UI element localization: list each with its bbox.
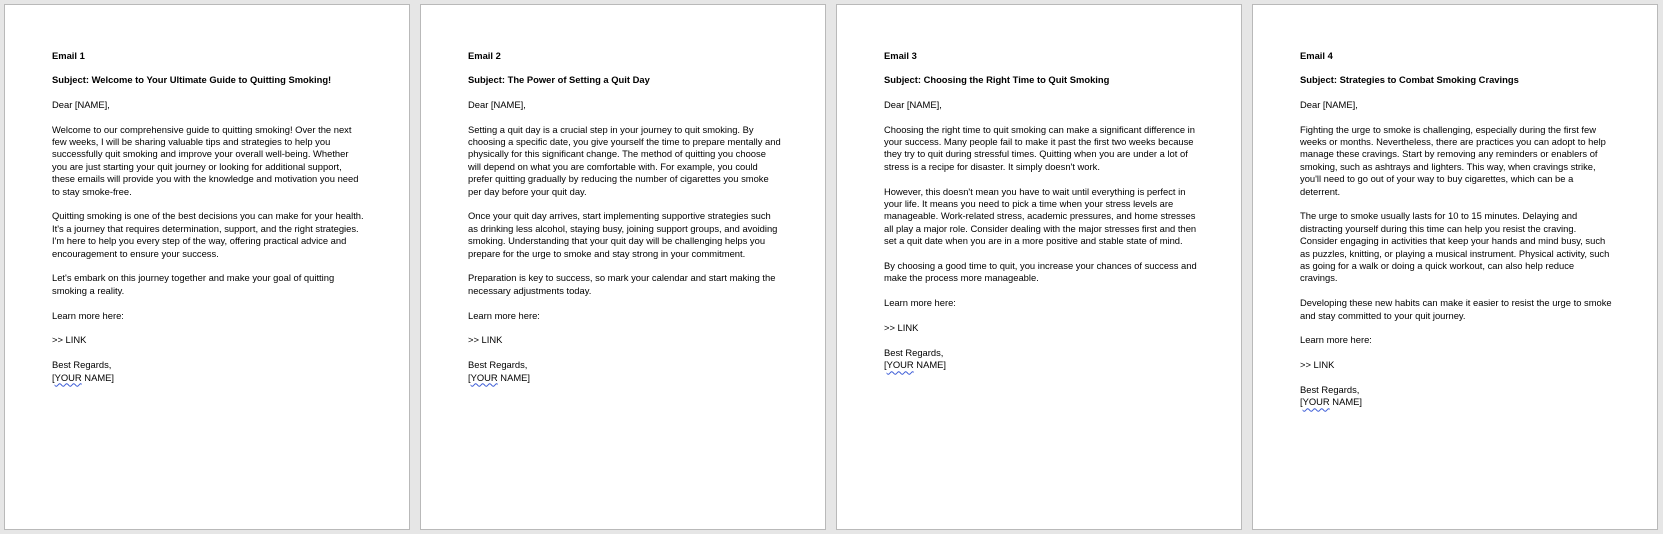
signature-bracket: [	[884, 359, 887, 371]
body-paragraph: The urge to smoke usually lasts for 10 to 15 minutes. Delaying and distracting yourself during this time can help you resist the craving. Consider engaging in activities that keep your hands and mind busy, such as puzzles, knitting, or playing a musical instrument. Physical activity, such as going for a walk or doing a quick workout, can also help reduce cravings.	[1300, 210, 1610, 284]
email-greeting: Dear [NAME],	[468, 98, 526, 110]
page-content	[52, 50, 373, 384]
email-subject: Subject: Welcome to Your Ultimate Guide to Quitting Smoking!	[52, 74, 332, 86]
body-paragraph: However, this doesn't mean you have to wait until everything is perfect in your life. It means you need to pick a time when your stress levels are manageable. Work-related stress, academic pressures, and home stresses all play a major role. Consider dealing with the major stresses first and then set a quit date when you are in a more positive and stable state of mind.	[884, 185, 1197, 247]
email-greeting: Dear [NAME],	[884, 98, 942, 110]
signature-rest: NAME]	[81, 371, 114, 383]
document-page-1	[4, 4, 410, 530]
signature-rest: NAME]	[1329, 396, 1362, 408]
link-placeholder: >> LINK	[884, 322, 919, 334]
email-greeting: Dear [NAME],	[52, 98, 110, 110]
spellcheck-word: YOUR	[470, 371, 498, 383]
learn-more-text: Learn more here:	[884, 297, 956, 309]
signature-rest: NAME]	[497, 371, 530, 383]
document-page-2	[420, 4, 826, 530]
signature-bracket: [	[468, 371, 471, 383]
email-greeting: Dear [NAME],	[1300, 98, 1358, 110]
email-subject: Subject: Strategies to Combat Smoking Cravings	[1300, 74, 1519, 86]
regards-line: Best Regards,	[1300, 384, 1360, 396]
link-placeholder: >> LINK	[52, 334, 87, 346]
signature-bracket: [	[1300, 396, 1303, 408]
link-placeholder: >> LINK	[468, 334, 503, 346]
body-paragraph: Welcome to our comprehensive guide to quitting smoking! Over the next few weeks, I will be sharing valuable tips and strategies to help you successfully quit smoking and improve your overall well-being. Whether you are just starting your quit journey or looking for additional support, these emails will provide you with the knowledge and motivation you need to stay smoke-free.	[52, 123, 359, 197]
spellcheck-word: YOUR	[1302, 396, 1330, 408]
body-paragraph: Developing these new habits can make it easier to resist the urge to smoke and stay committed to your quit journey.	[1300, 297, 1612, 321]
email-label: Email 1	[52, 50, 85, 61]
document-page-4	[1252, 4, 1658, 530]
email-label: Email 2	[468, 50, 501, 61]
page-content	[884, 50, 1205, 372]
email-subject: Subject: The Power of Setting a Quit Day	[468, 74, 650, 86]
spellcheck-word: YOUR	[886, 359, 914, 371]
page-content	[468, 50, 789, 384]
email-label: Email 4	[1300, 50, 1333, 61]
regards-line: Best Regards,	[468, 359, 528, 371]
body-paragraph: Quitting smoking is one of the best decisions you can make for your health. It's a journey that requires determination, support, and the right strategies. I'm here to help you every step of the way, offering practical advice and encouragement to ensure your success.	[52, 210, 364, 259]
signature-rest: NAME]	[913, 359, 946, 371]
learn-more-text: Learn more here:	[52, 309, 124, 321]
regards-line: Best Regards,	[52, 359, 112, 371]
body-paragraph: Let's embark on this journey together and make your goal of quitting smoking a reality.	[52, 272, 335, 296]
signature-line	[884, 359, 1205, 371]
learn-more-text: Learn more here:	[1300, 334, 1372, 346]
link-placeholder: >> LINK	[1300, 359, 1335, 371]
body-paragraph: By choosing a good time to quit, you increase your chances of success and make the process more manageable.	[884, 260, 1197, 284]
email-label: Email 3	[884, 50, 917, 61]
body-paragraph: Choosing the right time to quit smoking can make a significant difference in your success. Many people fail to make it past the first two weeks because they try to quit during stressful times. Quitting when you are under a lot of stress is a recipe for disaster. It simply doesn't work.	[884, 123, 1195, 172]
body-paragraph: Setting a quit day is a crucial step in your journey to quit smoking. By choosing a specific date, you give yourself the time to prepare mentally and physically for this significant change. The method of quitting you choose will depend on what you are comfortable with. For example, you could prefer quitting gradually by reducing the number of cigarettes you smoke per day before your quit day.	[468, 123, 781, 197]
page-content	[1300, 50, 1621, 409]
body-paragraph: Once your quit day arrives, start implementing supportive strategies such as drinking less alcohol, staying busy, joining support groups, and avoiding smoking. Understanding that your quit day will be challenging helps you prepare for the urge to smoke and stay strong in your commitment.	[468, 210, 778, 259]
signature-line	[52, 372, 373, 384]
document-page-3	[836, 4, 1242, 530]
regards-line: Best Regards,	[884, 346, 944, 358]
signature-line	[1300, 396, 1621, 408]
body-paragraph: Fighting the urge to smoke is challenging, especially during the first few weeks or months. Nevertheless, there are practices you can adopt to help manage these cravings. Start by removing any reminders or enablers of smoking, such as ashtrays and lighters. This way, when cravings strike, you'll need to go out of your way to buy cigarettes, which can be a deterrent.	[1300, 123, 1606, 197]
email-subject: Subject: Choosing the Right Time to Quit Smoking	[884, 74, 1110, 86]
body-paragraph: Preparation is key to success, so mark your calendar and start making the necessary adjustments today.	[468, 272, 776, 296]
signature-line	[468, 372, 789, 384]
signature-bracket: [	[52, 371, 55, 383]
learn-more-text: Learn more here:	[468, 309, 540, 321]
spellcheck-word: YOUR	[54, 371, 82, 383]
